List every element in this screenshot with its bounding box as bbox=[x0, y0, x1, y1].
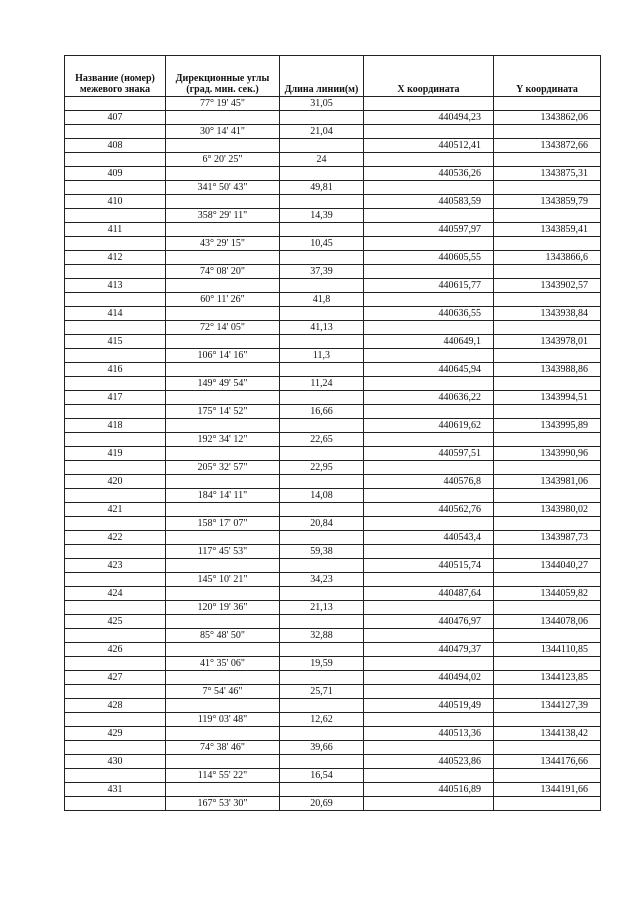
segment-row bbox=[65, 545, 601, 559]
segment-angle: 158° 17' 07" bbox=[166, 517, 280, 531]
point-name: 429 bbox=[65, 727, 166, 741]
point-row bbox=[65, 335, 601, 349]
point-y: 1343987,73 bbox=[494, 531, 601, 545]
segment-length: 31,05 bbox=[280, 97, 364, 111]
coordinates-sheet bbox=[64, 55, 600, 811]
point-row bbox=[65, 755, 601, 769]
point-name: 419 bbox=[65, 447, 166, 461]
header-angle: Дирекционные углы (град. мин. сек.) bbox=[166, 56, 280, 97]
point-row bbox=[65, 139, 601, 153]
point-x: 440649,1 bbox=[364, 335, 494, 349]
segment-angle: 85° 48' 50" bbox=[166, 629, 280, 643]
segment-row bbox=[65, 685, 601, 699]
segment-length: 21,13 bbox=[280, 601, 364, 615]
point-x: 440479,37 bbox=[364, 643, 494, 657]
segment-angle: 74° 08' 20" bbox=[166, 265, 280, 279]
segment-row bbox=[65, 349, 601, 363]
point-y: 1344176,66 bbox=[494, 755, 601, 769]
point-row bbox=[65, 223, 601, 237]
point-row bbox=[65, 391, 601, 405]
point-row bbox=[65, 615, 601, 629]
point-y: 1344078,06 bbox=[494, 615, 601, 629]
segment-angle: 6° 20' 25" bbox=[166, 153, 280, 167]
point-x: 440516,89 bbox=[364, 783, 494, 797]
point-row bbox=[65, 111, 601, 125]
header-x: X координата bbox=[364, 56, 494, 97]
point-row bbox=[65, 727, 601, 741]
point-row bbox=[65, 475, 601, 489]
segment-angle: 77° 19' 45" bbox=[166, 97, 280, 111]
point-row bbox=[65, 531, 601, 545]
point-name: 426 bbox=[65, 643, 166, 657]
segment-angle: 74° 38' 46" bbox=[166, 741, 280, 755]
point-x: 440543,4 bbox=[364, 531, 494, 545]
segment-angle: 120° 19' 36" bbox=[166, 601, 280, 615]
segment-angle: 106° 14' 16" bbox=[166, 349, 280, 363]
point-row bbox=[65, 167, 601, 181]
table-header-row bbox=[65, 56, 601, 97]
point-x: 440512,41 bbox=[364, 139, 494, 153]
segment-length: 12,62 bbox=[280, 713, 364, 727]
segment-length: 20,84 bbox=[280, 517, 364, 531]
segment-row bbox=[65, 433, 601, 447]
point-name: 425 bbox=[65, 615, 166, 629]
point-y: 1343995,89 bbox=[494, 419, 601, 433]
point-name: 412 bbox=[65, 251, 166, 265]
point-name: 422 bbox=[65, 531, 166, 545]
segment-length: 11,3 bbox=[280, 349, 364, 363]
segment-length: 34,23 bbox=[280, 573, 364, 587]
point-row bbox=[65, 279, 601, 293]
point-y: 1343859,41 bbox=[494, 223, 601, 237]
segment-length: 21,04 bbox=[280, 125, 364, 139]
point-name: 407 bbox=[65, 111, 166, 125]
segment-length: 10,45 bbox=[280, 237, 364, 251]
point-x: 440605,55 bbox=[364, 251, 494, 265]
segment-row bbox=[65, 573, 601, 587]
point-x: 440597,97 bbox=[364, 223, 494, 237]
segment-length: 32,88 bbox=[280, 629, 364, 643]
segment-angle: 167° 53' 30" bbox=[166, 797, 280, 811]
segment-length: 41,8 bbox=[280, 293, 364, 307]
point-name: 430 bbox=[65, 755, 166, 769]
point-x: 440583,59 bbox=[364, 195, 494, 209]
segment-length: 16,54 bbox=[280, 769, 364, 783]
point-name: 413 bbox=[65, 279, 166, 293]
segment-row bbox=[65, 293, 601, 307]
segment-angle: 192° 34' 12" bbox=[166, 433, 280, 447]
point-row bbox=[65, 195, 601, 209]
point-y: 1343902,57 bbox=[494, 279, 601, 293]
segment-row bbox=[65, 181, 601, 195]
segment-angle: 117° 45' 53" bbox=[166, 545, 280, 559]
point-name: 418 bbox=[65, 419, 166, 433]
point-name: 417 bbox=[65, 391, 166, 405]
point-x: 440494,23 bbox=[364, 111, 494, 125]
segment-length: 41,13 bbox=[280, 321, 364, 335]
segment-length: 19,59 bbox=[280, 657, 364, 671]
point-x: 440576,8 bbox=[364, 475, 494, 489]
header-length: Длина линии(м) bbox=[280, 56, 364, 97]
segment-row bbox=[65, 713, 601, 727]
point-y: 1344110,85 bbox=[494, 643, 601, 657]
segment-row bbox=[65, 797, 601, 811]
point-y: 1343994,51 bbox=[494, 391, 601, 405]
segment-length: 39,66 bbox=[280, 741, 364, 755]
point-y: 1343866,6 bbox=[494, 251, 601, 265]
segment-row bbox=[65, 265, 601, 279]
point-x: 440487,64 bbox=[364, 587, 494, 601]
segment-row bbox=[65, 321, 601, 335]
point-row bbox=[65, 783, 601, 797]
point-row bbox=[65, 363, 601, 377]
point-row bbox=[65, 559, 601, 573]
segment-angle: 341° 50' 43" bbox=[166, 181, 280, 195]
point-name: 431 bbox=[65, 783, 166, 797]
point-y: 1344191,66 bbox=[494, 783, 601, 797]
segment-angle: 72° 14' 05" bbox=[166, 321, 280, 335]
point-x: 440615,77 bbox=[364, 279, 494, 293]
point-x: 440619,62 bbox=[364, 419, 494, 433]
point-name: 427 bbox=[65, 671, 166, 685]
point-name: 414 bbox=[65, 307, 166, 321]
point-x: 440636,55 bbox=[364, 307, 494, 321]
point-y: 1343980,02 bbox=[494, 503, 601, 517]
point-name: 421 bbox=[65, 503, 166, 517]
point-x: 440597,51 bbox=[364, 447, 494, 461]
point-y: 1343859,79 bbox=[494, 195, 601, 209]
point-row bbox=[65, 251, 601, 265]
point-row bbox=[65, 447, 601, 461]
point-name: 423 bbox=[65, 559, 166, 573]
segment-row bbox=[65, 489, 601, 503]
segment-length: 16,66 bbox=[280, 405, 364, 419]
point-name: 420 bbox=[65, 475, 166, 489]
segment-row bbox=[65, 97, 601, 111]
segment-row bbox=[65, 769, 601, 783]
point-y: 1343862,06 bbox=[494, 111, 601, 125]
point-x: 440519,49 bbox=[364, 699, 494, 713]
point-y: 1344138,42 bbox=[494, 727, 601, 741]
segment-row bbox=[65, 377, 601, 391]
segment-angle: 7° 54' 46" bbox=[166, 685, 280, 699]
point-x: 440645,94 bbox=[364, 363, 494, 377]
point-row bbox=[65, 671, 601, 685]
segment-length: 14,39 bbox=[280, 209, 364, 223]
segment-length: 20,69 bbox=[280, 797, 364, 811]
point-x: 440523,86 bbox=[364, 755, 494, 769]
segment-length: 14,08 bbox=[280, 489, 364, 503]
point-y: 1343978,01 bbox=[494, 335, 601, 349]
point-x: 440515,74 bbox=[364, 559, 494, 573]
segment-angle: 114° 55' 22" bbox=[166, 769, 280, 783]
point-row bbox=[65, 643, 601, 657]
point-y: 1344123,85 bbox=[494, 671, 601, 685]
segment-row bbox=[65, 517, 601, 531]
point-name: 416 bbox=[65, 363, 166, 377]
point-name: 410 bbox=[65, 195, 166, 209]
segment-angle: 43° 29' 15" bbox=[166, 237, 280, 251]
point-y: 1343875,31 bbox=[494, 167, 601, 181]
segment-row bbox=[65, 461, 601, 475]
point-y: 1343981,06 bbox=[494, 475, 601, 489]
table-body bbox=[65, 97, 601, 811]
point-row bbox=[65, 503, 601, 517]
segment-angle: 358° 29' 11" bbox=[166, 209, 280, 223]
segment-row bbox=[65, 657, 601, 671]
point-x: 440476,97 bbox=[364, 615, 494, 629]
segment-row bbox=[65, 405, 601, 419]
segment-length: 24 bbox=[280, 153, 364, 167]
point-x: 440494,02 bbox=[364, 671, 494, 685]
point-row bbox=[65, 587, 601, 601]
point-name: 428 bbox=[65, 699, 166, 713]
point-y: 1344127,39 bbox=[494, 699, 601, 713]
coordinates-table bbox=[64, 55, 601, 811]
segment-row bbox=[65, 209, 601, 223]
point-x: 440513,36 bbox=[364, 727, 494, 741]
point-row bbox=[65, 307, 601, 321]
point-name: 409 bbox=[65, 167, 166, 181]
point-y: 1344059,82 bbox=[494, 587, 601, 601]
point-y: 1343938,84 bbox=[494, 307, 601, 321]
point-y: 1343988,86 bbox=[494, 363, 601, 377]
segment-angle: 41° 35' 06" bbox=[166, 657, 280, 671]
segment-angle: 184° 14' 11" bbox=[166, 489, 280, 503]
segment-row bbox=[65, 741, 601, 755]
segment-length: 49,81 bbox=[280, 181, 364, 195]
segment-length: 37,39 bbox=[280, 265, 364, 279]
segment-row bbox=[65, 153, 601, 167]
header-y: Y координата bbox=[494, 56, 601, 97]
point-name: 408 bbox=[65, 139, 166, 153]
point-y: 1344040,27 bbox=[494, 559, 601, 573]
segment-angle: 145° 10' 21" bbox=[166, 573, 280, 587]
segment-length: 22,65 bbox=[280, 433, 364, 447]
point-x: 440562,76 bbox=[364, 503, 494, 517]
segment-angle: 205° 32' 57" bbox=[166, 461, 280, 475]
segment-row bbox=[65, 601, 601, 615]
point-name: 424 bbox=[65, 587, 166, 601]
point-y: 1343872,66 bbox=[494, 139, 601, 153]
point-x: 440536,26 bbox=[364, 167, 494, 181]
segment-length: 59,38 bbox=[280, 545, 364, 559]
point-row bbox=[65, 419, 601, 433]
segment-row bbox=[65, 629, 601, 643]
segment-row bbox=[65, 237, 601, 251]
point-name: 415 bbox=[65, 335, 166, 349]
segment-row bbox=[65, 125, 601, 139]
segment-angle: 119° 03' 48" bbox=[166, 713, 280, 727]
point-y: 1343990,96 bbox=[494, 447, 601, 461]
point-x: 440636,22 bbox=[364, 391, 494, 405]
segment-angle: 30° 14' 41" bbox=[166, 125, 280, 139]
segment-length: 22,95 bbox=[280, 461, 364, 475]
segment-angle: 60° 11' 26" bbox=[166, 293, 280, 307]
segment-angle: 149° 49' 54" bbox=[166, 377, 280, 391]
segment-angle: 175° 14' 52" bbox=[166, 405, 280, 419]
header-name: Название (номер) межевого знака bbox=[65, 56, 166, 97]
segment-length: 25,71 bbox=[280, 685, 364, 699]
point-name: 411 bbox=[65, 223, 166, 237]
point-row bbox=[65, 699, 601, 713]
segment-length: 11,24 bbox=[280, 377, 364, 391]
